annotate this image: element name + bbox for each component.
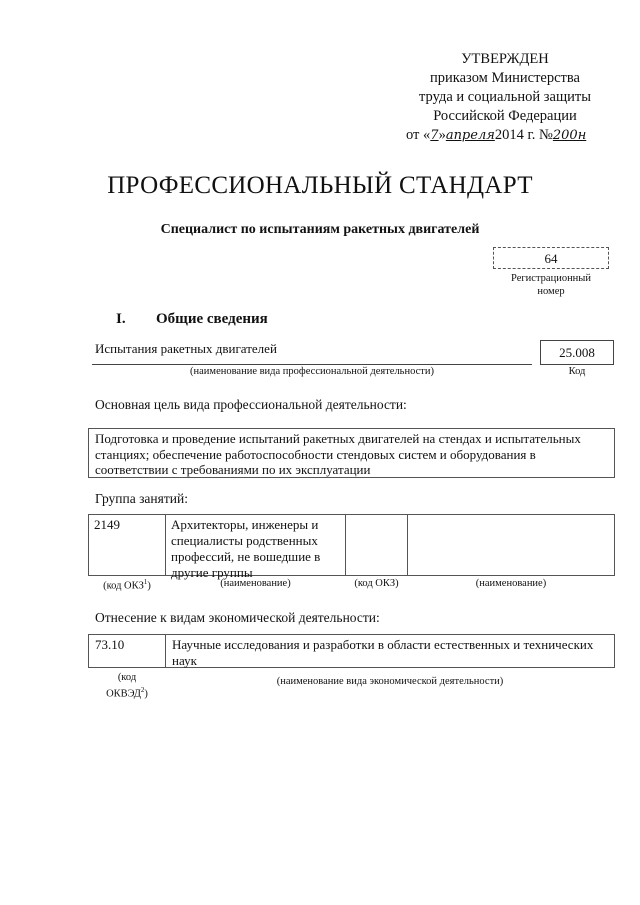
activity-code-caption: Код bbox=[568, 366, 586, 377]
order-day: 7 bbox=[430, 128, 439, 143]
order-month: апреля bbox=[445, 128, 495, 143]
document-subtitle: Специалист по испытаниям ракетных двигателей bbox=[160, 222, 480, 237]
occupation-group-label: Группа занятий: bbox=[95, 491, 188, 506]
okz-code-caption-close: ) bbox=[147, 580, 151, 592]
approval-stamp: УТВЕРЖДЕН bbox=[461, 51, 549, 67]
approval-order-line bbox=[400, 126, 610, 145]
okz-code-caption bbox=[88, 578, 166, 592]
document-title: ПРОФЕССИОНАЛЬНЫЙ СТАНДАРТ bbox=[107, 172, 533, 199]
okved-caption-close: ) bbox=[144, 688, 148, 700]
approval-line-1: приказом Министерства bbox=[430, 70, 580, 86]
activity-name-caption: (наименование вида профессиональной деятельности) bbox=[190, 366, 434, 377]
activity-code-box: 25.008 bbox=[540, 340, 614, 365]
registration-number-label bbox=[493, 272, 609, 298]
approval-block bbox=[400, 50, 610, 145]
activity-underline bbox=[92, 364, 532, 365]
okved-code-caption bbox=[88, 672, 166, 701]
okz-footnote-mark: 1 bbox=[143, 578, 148, 586]
okz-code-cell-empty bbox=[345, 514, 408, 576]
section-heading bbox=[116, 311, 268, 328]
section-title: Общие сведения bbox=[156, 311, 268, 327]
order-mid: » bbox=[438, 127, 446, 143]
order-prefix: от « bbox=[406, 127, 431, 143]
registration-label-line-1: Регистрационный bbox=[511, 273, 591, 284]
okz-name-cell-empty bbox=[407, 514, 615, 576]
okved-caption-line-2 bbox=[88, 684, 166, 701]
approval-line-2: труда и социальной защиты bbox=[419, 89, 591, 105]
order-number: 200н bbox=[552, 128, 587, 143]
order-year: 2014 г. № bbox=[494, 127, 553, 143]
okved-name-cell: Научные исследования и разработки в области естественных и технических наук bbox=[165, 634, 615, 668]
okz-name-caption-b: (наименование) bbox=[475, 578, 547, 589]
approval-line-3: Российской Федерации bbox=[433, 108, 577, 124]
goal-label: Основная цель вида профессиональной деятельности: bbox=[95, 397, 407, 412]
registration-label-line-2: номер bbox=[537, 286, 565, 297]
okved-caption-text: ОКВЭД bbox=[106, 688, 141, 700]
economic-activity-label: Отнесение к видам экономической деятельности: bbox=[95, 610, 380, 625]
okved-footnote-mark: 2 bbox=[140, 686, 145, 694]
okz-code-caption-b: (код ОКЗ) bbox=[354, 578, 399, 589]
okved-name-caption: (наименование вида экономической деятельности) bbox=[276, 676, 504, 687]
okz-code-cell: 2149 bbox=[88, 514, 166, 576]
goal-text-box: Подготовка и проведение испытаний ракетных двигателей на стендах и испытательных станциях; обеспечение работоспособности стендовых систем и оборудования в соответствии с требованиями по их эксплуатации bbox=[88, 428, 615, 478]
okz-name-caption: (наименование) bbox=[220, 578, 291, 589]
okz-name-cell: Архитекторы, инженеры и специалисты родственных профессий, не вошедшие в другие группы bbox=[165, 514, 346, 576]
okved-code-cell: 73.10 bbox=[88, 634, 166, 668]
section-number: I. bbox=[116, 311, 126, 327]
okved-caption-line-1: (код bbox=[117, 672, 137, 683]
okz-code-caption-text: (код ОКЗ bbox=[103, 580, 144, 592]
activity-name: Испытания ракетных двигателей bbox=[95, 341, 277, 356]
registration-number-box: 64 bbox=[493, 247, 609, 269]
